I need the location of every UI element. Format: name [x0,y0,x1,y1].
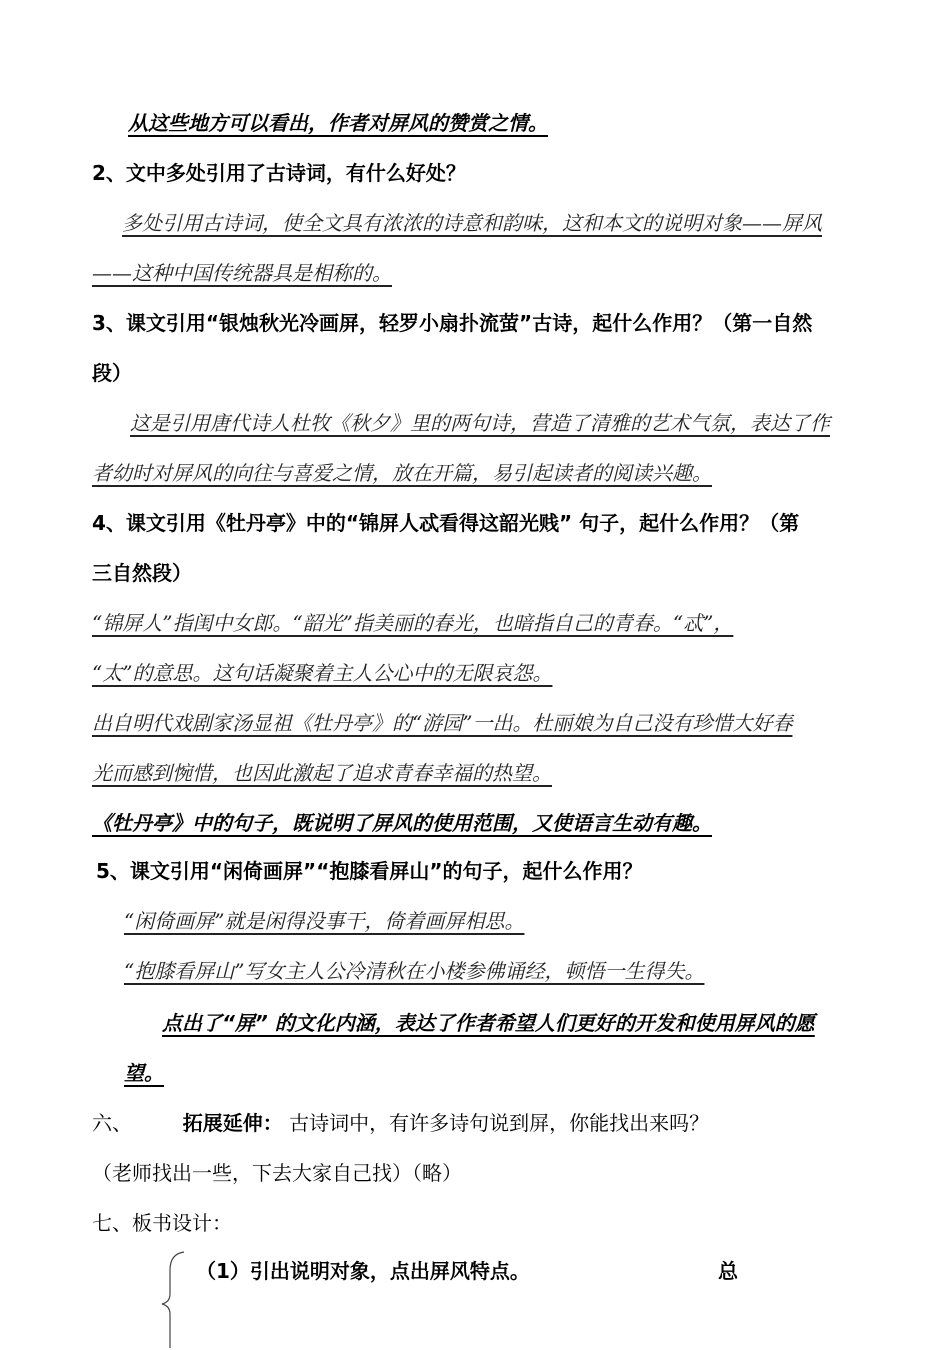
answer-4-line-1: “锦屏人”指闺中女郎。“韶光”指美丽的春光，也暗指自己的青春。“忒”， [92,611,734,635]
question-3-line-2: 段） [92,361,132,385]
section-6-note: （老师找出一些，下去大家自己找）（略） [92,1161,462,1185]
section-6 [92,1108,709,1138]
question-4-line-1: 4、课文引用《牡丹亭》中的“锦屏人忒看得这韶光贱” 句子，起什么作用？（第 [92,511,800,535]
left-brace-icon [160,1250,190,1350]
question-4-line-2: 三自然段） [92,561,192,585]
question-2: 2、文中多处引用了古诗词，有什么好处？ [92,161,466,185]
answer-5-conclusion-line-2: 望。 [124,1061,164,1085]
section-6-number: 六、 [92,1111,132,1135]
answer-4-line-2: “太”的意思。这句话凝聚着主人公心中的无限哀怨。 [92,661,553,685]
answer-4-conclusion: 《牡丹亭》中的句子，既说明了屏风的使用范围，又使语言生动有趣。 [92,811,712,835]
section-6-label: 拓展延伸： [182,1111,283,1135]
answer-4-line-4: 光而感到惋惜，也因此激起了追求青春幸福的热望。 [92,761,552,785]
board-item-1: （1）引出说明对象，点出屏风特点。 [196,1259,530,1283]
answer-1-conclusion: 从这些地方可以看出，作者对屏风的赞赏之情。 [128,111,548,135]
answer-2-line-2: ——这种中国传统器具是相称的。 [92,261,392,285]
answer-5-line-2: “抱膝看屏山”写女主人公冷清秋在小楼参佛诵经，顿悟一生得失。 [124,959,705,983]
answer-5-conclusion-line-1: 点出了“屏” 的文化内涵，表达了作者希望人们更好的开发和使用屏风的愿 [162,1011,815,1035]
answer-3-line-1: 这是引用唐代诗人杜牧《秋夕》里的两句诗，营造了清雅的艺术气氛，表达了作 [130,411,830,435]
question-3-line-1: 3、课文引用“银烛秋光冷画屏，轻罗小扇扑流萤”古诗，起什么作用？（第一自然 [92,311,813,335]
section-7-heading: 七、板书设计： [92,1211,232,1235]
answer-5-line-1: “闲倚画屏”就是闲得没事干，倚着画屏相思。 [124,909,525,933]
answer-2-line-1: 多处引用古诗词，使全文具有浓浓的诗意和韵味，这和本文的说明对象——屏风 [122,211,822,235]
answer-4-line-3: 出自明代戏剧家汤显祖《牡丹亭》的“游园”一出。杜丽娘为自己没有珍惜大好春 [92,711,793,735]
board-tag: 总 [718,1259,738,1283]
question-5: 5、课文引用“闲倚画屏”“抱膝看屏山”的句子，起什么作用？ [96,859,643,883]
answer-3-line-2: 者幼时对屏风的向往与喜爱之情，放在开篇，易引起读者的阅读兴趣。 [92,461,712,485]
section-6-text: 古诗词中，有许多诗句说到屏，你能找出来吗？ [289,1111,710,1135]
